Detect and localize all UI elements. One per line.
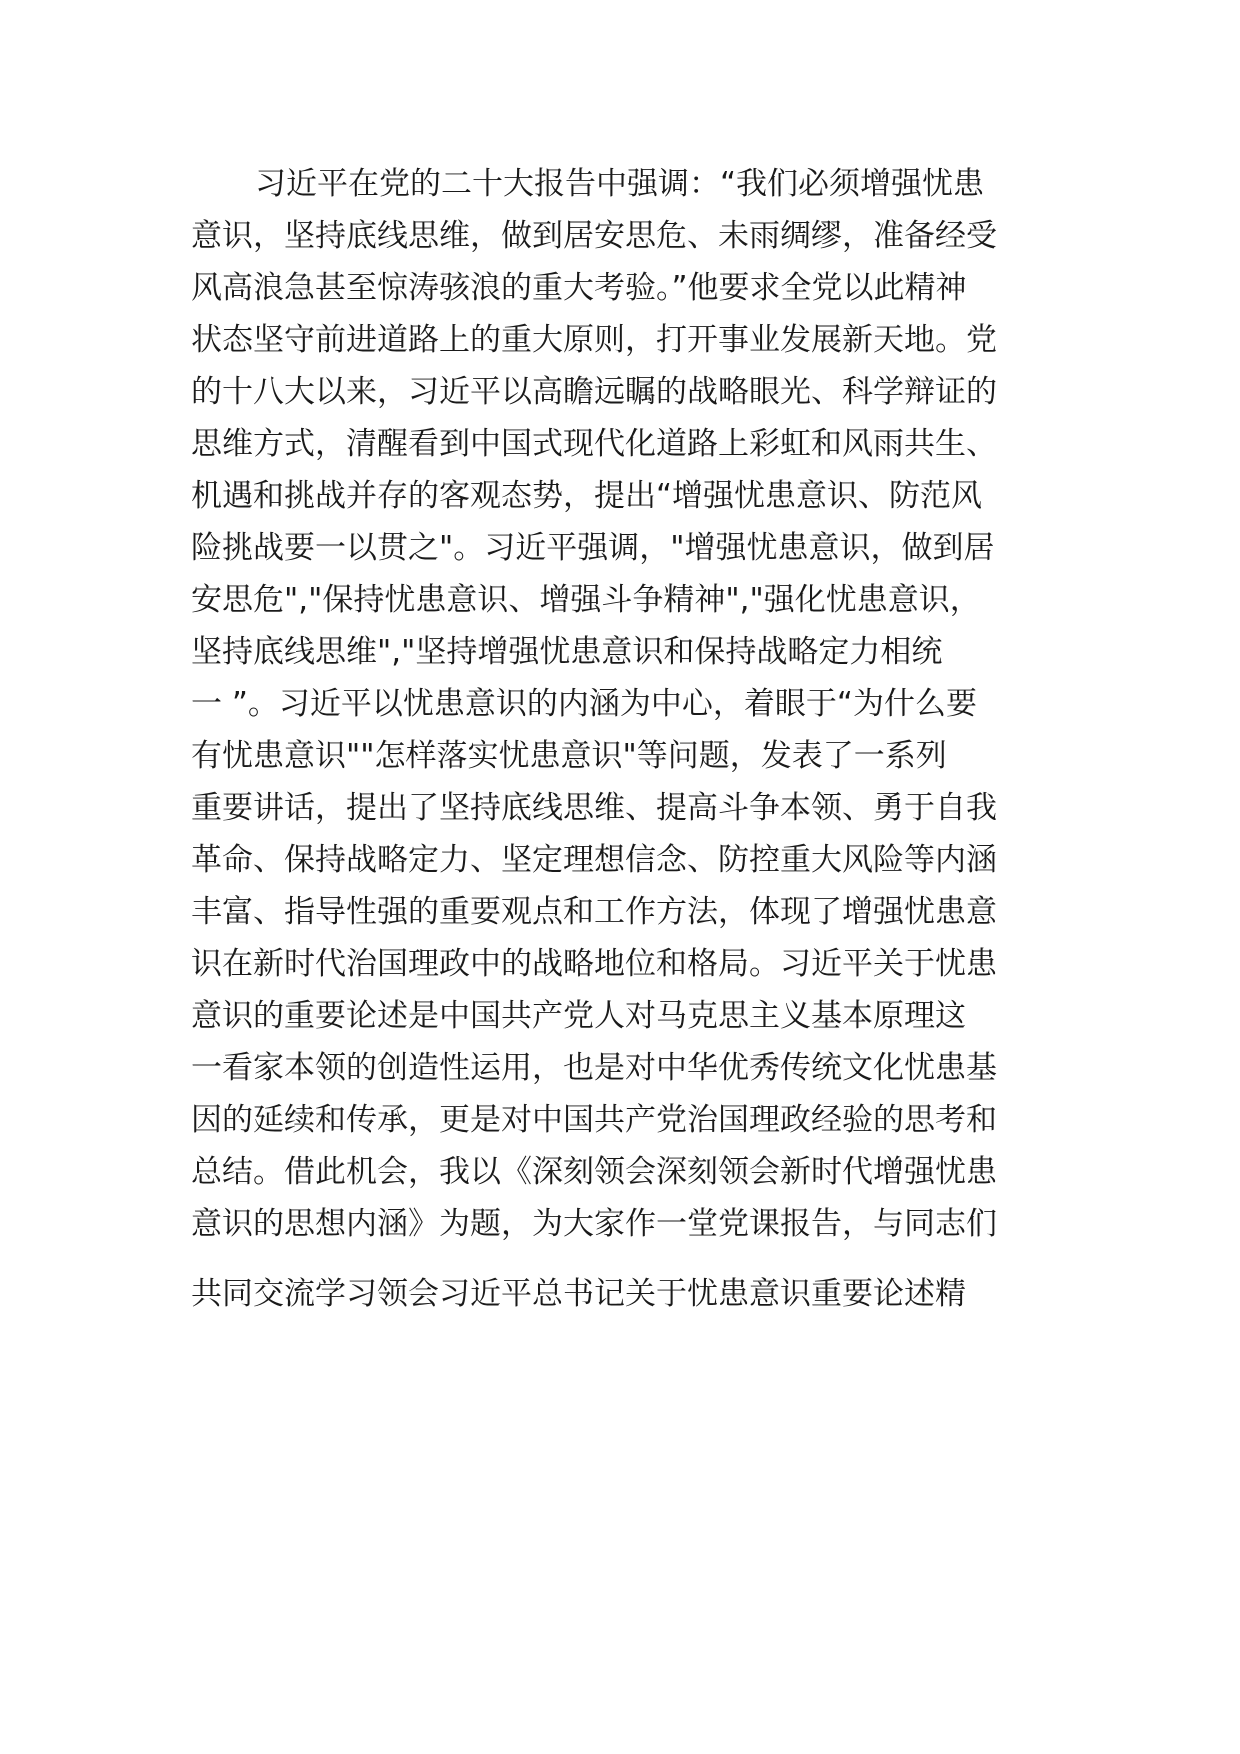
text-line: 共同交流学习领会习近平总书记关于忧患意识重要论述精	[191, 1276, 966, 1312]
text-line: 机遇和挑战并存的客观态势，提出“增强忧患意识、防范风	[191, 478, 983, 514]
text-line: 识在新时代治国理政中的战略地位和格局。习近平关于忧患	[191, 946, 997, 982]
text-line: 一看家本领的创造性运用，也是对中华优秀传统文化忧患基	[191, 1050, 997, 1086]
text-line: 思维方式，清醒看到中国式现代化道路上彩虹和风雨共生、	[191, 426, 997, 462]
text-line: 丰富、指导性强的重要观点和工作方法，体现了增强忧患意	[191, 894, 997, 930]
text-line: 险挑战要一以贯之"。习近平强调，"增强忧患意识，做到居	[191, 530, 995, 566]
text-line: 意识的重要论述是中国共产党人对马克思主义基本原理这	[191, 998, 966, 1034]
text-line: 一 ”。习近平以忧患意识的内涵为中心，着眼于“为什么要	[191, 686, 977, 722]
text-line: 风高浪急甚至惊涛骇浪的重大考验。”他要求全党以此精神	[191, 270, 967, 306]
body-paragraph	[191, 158, 1061, 1320]
text-line: 习近平在党的二十大报告中强调：“我们必须增强忧患	[255, 166, 985, 202]
text-line: 的十八大以来，习近平以高瞻远瞩的战略眼光、科学辩证的	[191, 374, 997, 410]
text-line: 意识的思想内涵》为题，为大家作一堂党课报告，与同志们	[191, 1206, 997, 1242]
text-line: 总结。借此机会，我以《深刻领会深刻领会新时代增强忧患	[191, 1154, 997, 1190]
text-line: 有忧患意识""怎样落实忧患意识"等问题，发表了一系列	[191, 738, 947, 774]
text-line: 因的延续和传承，更是对中国共产党治国理政经验的思考和	[191, 1102, 997, 1138]
text-line: 重要讲话，提出了坚持底线思维、提高斗争本领、勇于自我	[191, 790, 997, 826]
text-line: 意识，坚持底线思维，做到居安思危、未雨绸缪，准备经受	[191, 218, 997, 254]
text-line: 坚持底线思维","坚持增强忧患意识和保持战略定力相统	[191, 634, 943, 670]
text-line: 状态坚守前进道路上的重大原则，打开事业发展新天地。党	[191, 322, 997, 358]
text-line: 安思危","保持忧患意识、增强斗争精神","强化忧患意识，	[191, 582, 981, 618]
text-line: 革命、保持战略定力、坚定理想信念、防控重大风险等内涵	[191, 842, 997, 878]
